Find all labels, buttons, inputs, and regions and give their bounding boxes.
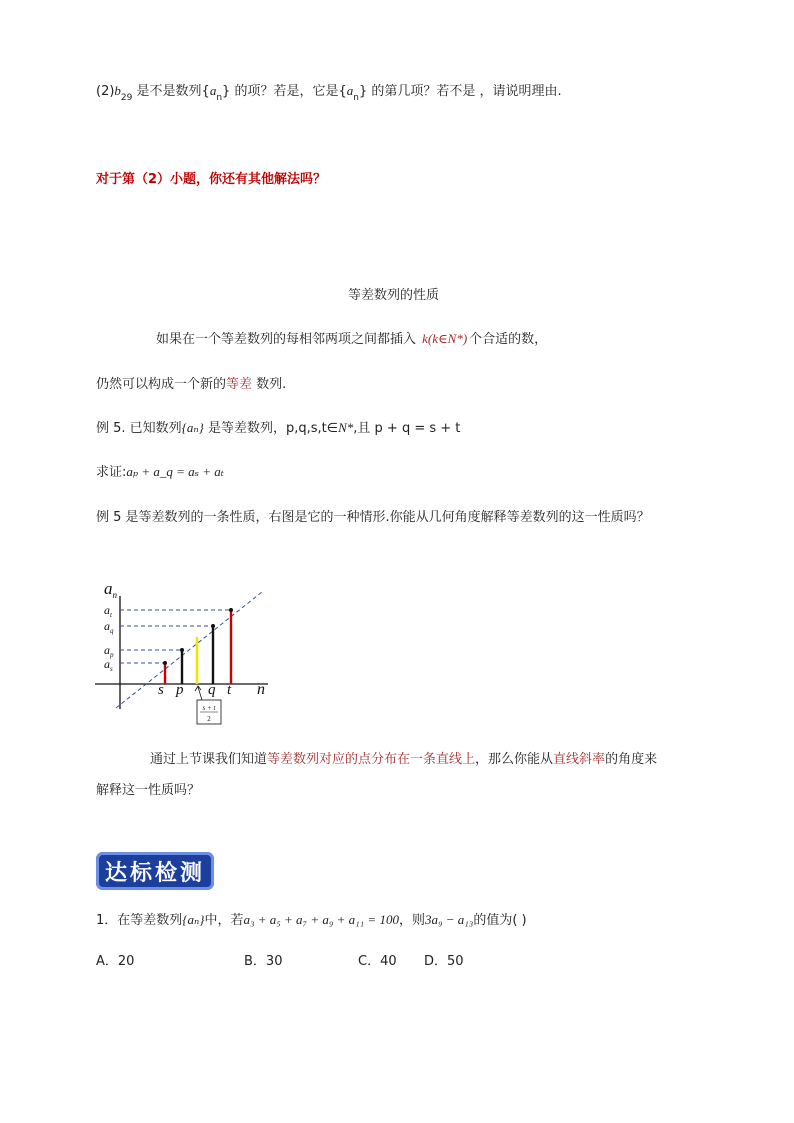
other-method-question: 对于第（2）小题，你还有其他解法吗？ — [96, 172, 327, 187]
question-1-stem: 1．在等差数列{aₙ}中，若a₃ + a₅ + a₇ + a₉ + a₁₁ = 100，则3a₉ − a₁₃的值为( ) — [96, 912, 527, 928]
option-a[interactable]: A．20 — [96, 954, 135, 969]
midpoint-denominator: 2 — [207, 715, 211, 723]
point-s — [163, 661, 167, 665]
y-label-ap: $a_p$ — [104, 643, 114, 659]
x-axis-label: n — [257, 681, 265, 698]
y-axis-label: $a_n$ — [104, 579, 117, 600]
x-label-t: t — [227, 682, 232, 698]
option-c[interactable]: C．40 — [358, 954, 397, 969]
y-label-aq: $a_q$ — [104, 619, 114, 635]
section-badge: 达标检测 — [96, 852, 214, 890]
x-label-s: s — [158, 682, 164, 698]
example-5-prove: 求证:aₚ + a_q = aₛ + aₜ — [96, 464, 224, 480]
point-q — [211, 624, 215, 628]
arithmetic-sequence-figure — [90, 574, 290, 726]
example-5-statement: 例 5. 已知数列{aₙ} 是等差数列，p,q,s,t∈N*,且 p + q = s + t — [96, 420, 461, 436]
property-line-1: 如果在一个等差数列的每相邻两项之间都插入 k(k∈N*) 个合适的数， — [156, 331, 548, 347]
x-label-p: p — [176, 682, 184, 698]
y-label-as: $a_s$ — [104, 657, 113, 673]
slope-paragraph-line-1: 通过上节课我们知道等差数列对应的点分布在一条直线上，那么你能从直线斜率的角度来 — [150, 752, 658, 767]
y-label-at: $a_t$ — [104, 603, 112, 619]
mid-arrow-head — [195, 686, 201, 691]
section-title: 等差数列的性质 — [348, 288, 440, 303]
property-line-2: 仍然可以构成一个新的等差 数列. — [96, 377, 287, 392]
example-5-note: 例 5 是等差数列的一条性质，右图是它的一种情形.你能从几何角度解释等差数列的这一性质吗？ — [96, 510, 650, 525]
slope-paragraph-line-2: 解释这一性质吗？ — [96, 783, 201, 798]
x-label-q: q — [208, 682, 216, 698]
question-2-line: $(2)b_{29}$ 是不是数列$\{a_n\}$ 的项？若是，它是$\{a_n\}$ 的第几项？若不是 ，请说明理由. — [96, 83, 562, 103]
midpoint-numerator: s + t — [202, 704, 216, 712]
option-b[interactable]: B．30 — [244, 954, 283, 969]
option-d[interactable]: D．50 — [424, 954, 464, 969]
point-p — [180, 648, 184, 652]
point-t — [229, 608, 233, 612]
